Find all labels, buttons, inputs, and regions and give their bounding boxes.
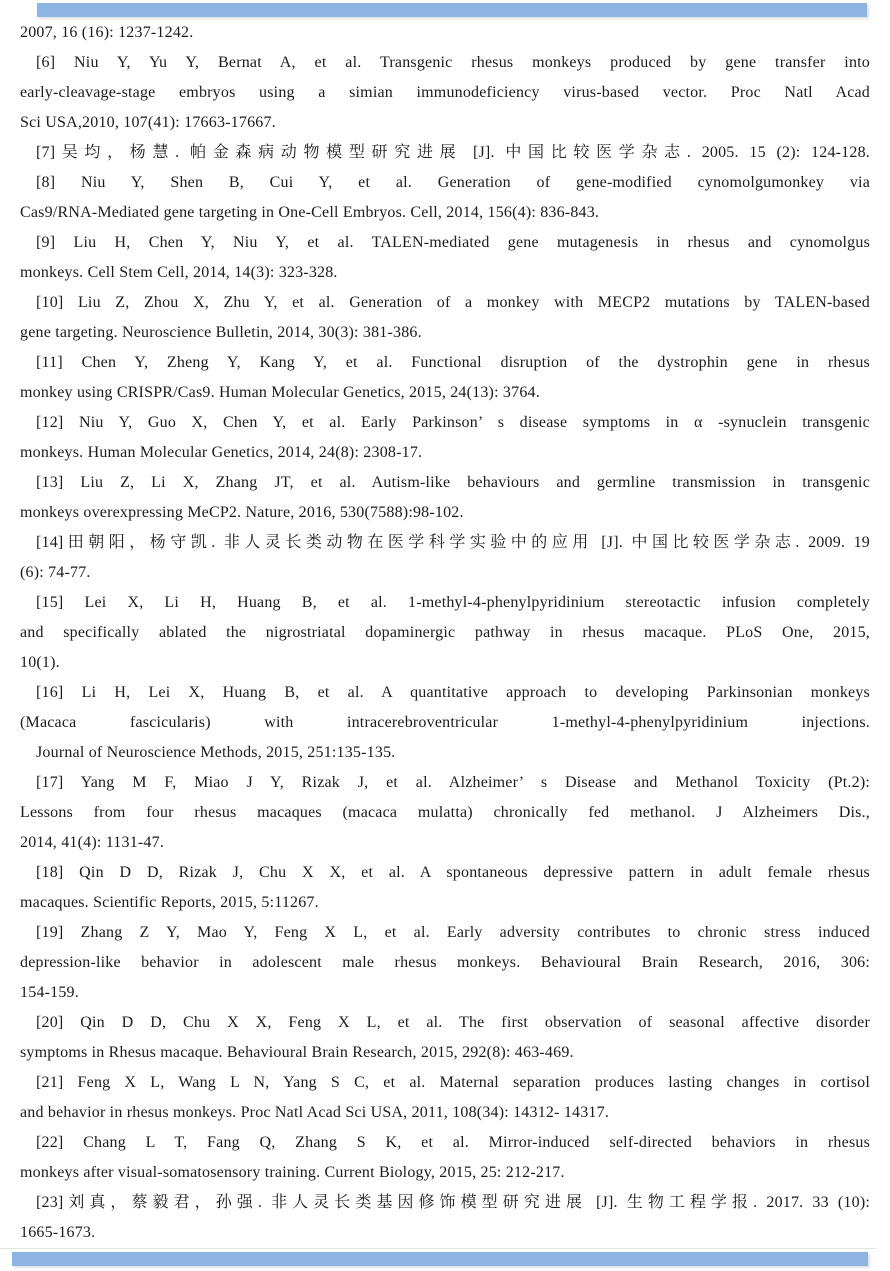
reference-line: [9] Liu H, Chen Y, Niu Y, et al. TALEN-mediated gene mutagenesis in rhesus and cynomolgus [36,234,870,251]
reference-line: [8] Niu Y, Shen B, Cui Y, et al. Generation of gene-modified cynomolgumonkey via [36,174,870,191]
reference-line: [22] Chang L T, Fang Q, Zhang S K, et al. Mirror-induced self-directed behaviors in rhesus [36,1134,870,1151]
reference-line: [7]吴均，杨慧. 帕金森病动物模型研究进展 [J]. 中国比较医学杂志. 2005. 15 (2): 124-128. [36,144,870,161]
reference-line: Lessons from four rhesus macaques (macaca mulatta) chronically fed methanol. J Alzheimers Dis., [20,804,870,821]
reference-line: [12] Niu Y, Guo X, Chen Y, et al. Early Parkinson’ s disease symptoms in α -synuclein transgenic [36,414,870,431]
reference-line: monkeys overexpressing MeCP2. Nature, 2016, 530(7588):98-102. [20,504,464,521]
reference-line: [14]田朝阳，杨守凯. 非人灵长类动物在医学科学实验中的应用 [J]. 中国比较医学杂志. 2009. 19 [36,534,870,551]
bottom-accent-bar [12,1252,868,1266]
reference-line: [19] Zhang Z Y, Mao Y, Feng X L, et al. Early adversity contributes to chronic stress induced [36,924,870,941]
reference-line: 1665-1673. [20,1224,96,1241]
reference-line: [11] Chen Y, Zheng Y, Kang Y, et al. Functional disruption of the dystrophin gene in rhesus [36,354,870,371]
reference-line: [6] Niu Y, Yu Y, Bernat A, et al. Transgenic rhesus monkeys produced by gene transfer into [36,54,870,71]
reference-line: [10] Liu Z, Zhou X, Zhu Y, et al. Generation of a monkey with MECP2 mutations by TALEN-based [36,294,870,311]
reference-line: [16] Li H, Lei X, Huang B, et al. A quantitative approach to developing Parkinsonian monkeys [36,684,870,701]
reference-line: monkey using CRISPR/Cas9. Human Molecular Genetics, 2015, 24(13): 3764. [20,384,540,401]
reference-line: [21] Feng X L, Wang L N, Yang S C, et al. Maternal separation produces lasting changes in cortisol [36,1074,870,1091]
reference-line: (6): 74-77. [20,564,91,581]
reference-line: [17] Yang M F, Miao J Y, Rizak J, et al. Alzheimer’ s Disease and Methanol Toxicity (Pt.2): [36,774,870,791]
reference-line: gene targeting. Neuroscience Bulletin, 2014, 30(3): 381-386. [20,324,422,341]
reference-line: 2007, 16 (16): 1237-1242. [20,24,194,41]
reference-line: 154-159. [20,984,79,1001]
reference-line: Journal of Neuroscience Methods, 2015, 251:135-135. [36,744,396,761]
reference-line: macaques. Scientific Reports, 2015, 5:11267. [20,894,319,911]
footer-divider [0,1248,877,1249]
reference-line: early-cleavage-stage embryos using a simian immunodeficiency virus-based vector. Proc Natl Acad [20,84,870,101]
reference-line: (Macaca fascicularis) with intracerebroventricular 1-methyl-4-phenylpyridinium injections. [20,714,870,731]
reference-line: [15] Lei X, Li H, Huang B, et al. 1-methyl-4-phenylpyridinium stereotactic infusion completely [36,594,870,611]
reference-line: 2014, 41(4): 1131-47. [20,834,165,851]
reference-line: 10(1). [20,654,60,671]
reference-line: [13] Liu Z, Li X, Zhang JT, et al. Autism-like behaviours and germline transmission in transgenic [36,474,870,491]
reference-line: [18] Qin D D, Rizak J, Chu X X, et al. A spontaneous depressive pattern in adult female rhesus [36,864,870,881]
reference-line: depression-like behavior in adolescent male rhesus monkeys. Behavioural Brain Research, 2016, 306: [20,954,870,971]
reference-line: Sci USA,2010, 107(41): 17663-17667. [20,114,276,131]
reference-line: symptoms in Rhesus macaque. Behavioural Brain Research, 2015, 292(8): 463-469. [20,1044,574,1061]
reference-line: monkeys. Human Molecular Genetics, 2014, 24(8): 2308-17. [20,444,423,461]
reference-line: monkeys after visual-somatosensory training. Current Biology, 2015, 25: 212-217. [20,1164,565,1181]
reference-line: [20] Qin D D, Chu X X, Feng X L, et al. The first observation of seasonal affective disorder [36,1014,870,1031]
references-list [20,18,870,1248]
reference-line: and specifically ablated the nigrostriatal dopaminergic pathway in rhesus macaque. PLoS One, 2015, [20,624,870,641]
reference-line: [23]刘真，蔡毅君，孙强. 非人灵长类基因修饰模型研究进展 [J]. 生物工程学报. 2017. 33 (10): [36,1194,870,1211]
reference-line: Cas9/RNA-Mediated gene targeting in One-Cell Embryos. Cell, 2014, 156(4): 836-843. [20,204,600,221]
reference-line: monkeys. Cell Stem Cell, 2014, 14(3): 323-328. [20,264,338,281]
reference-line: and behavior in rhesus monkeys. Proc Natl Acad Sci USA, 2011, 108(34): 14312- 14317. [20,1104,610,1121]
top-accent-bar [37,3,867,17]
